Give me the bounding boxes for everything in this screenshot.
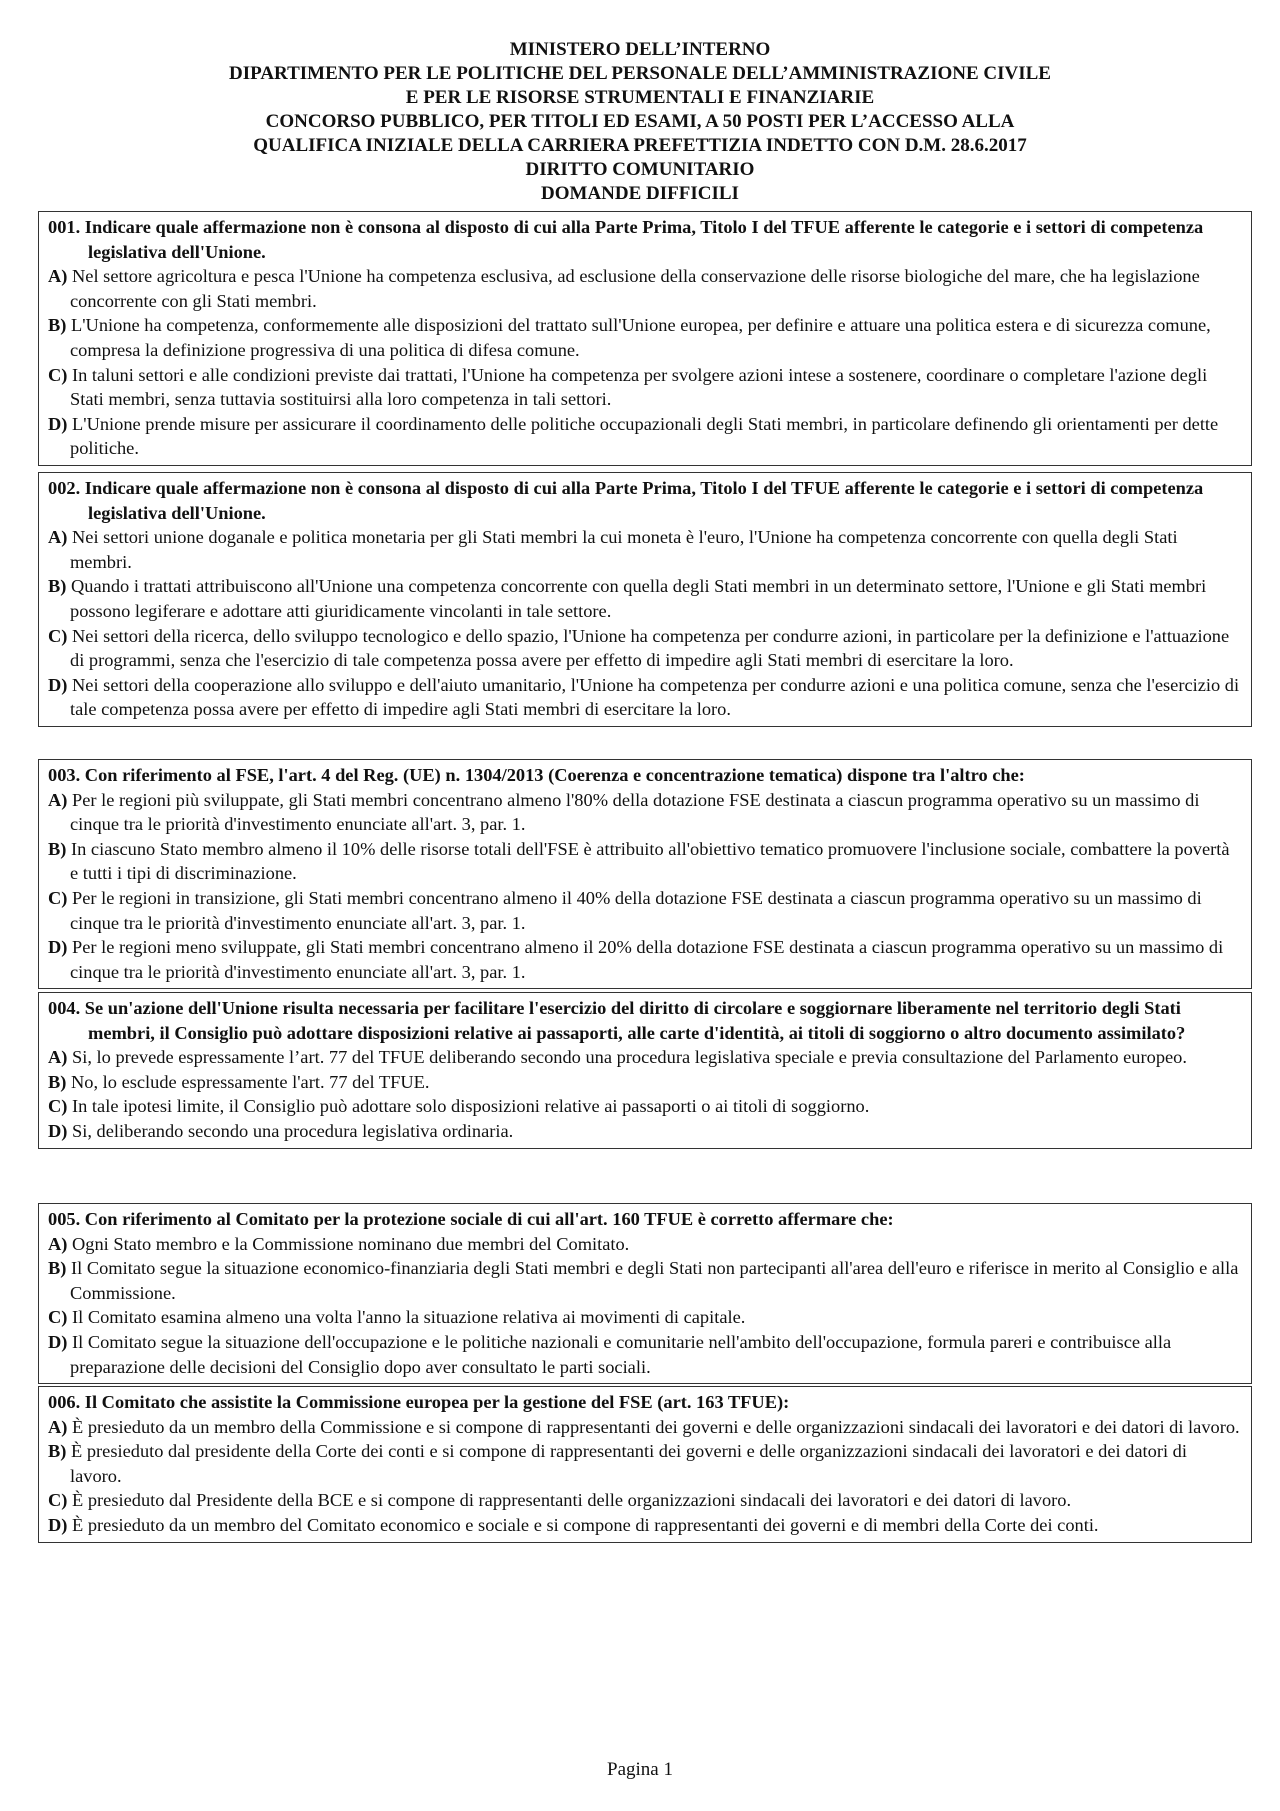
answer-option: [48, 1513, 1242, 1538]
option-letter: C): [48, 364, 68, 385]
option-letter: B): [48, 1441, 67, 1462]
option-text: È presieduto dal Presidente della BCE e si compone di rappresentanti delle organizzazioni sindacali dei lavoratori e dei datori di lavoro.: [72, 1490, 1072, 1511]
answer-option: [48, 363, 1242, 412]
option-text: No, lo esclude espressamente l'art. 77 del TFUE.: [71, 1071, 430, 1092]
option-text: Si, lo prevede espressamente l’art. 77 del TFUE deliberando secondo una procedura legislativa speciale e previa consultazione del Parlamento europeo.: [72, 1047, 1187, 1068]
option-letter: A): [48, 1416, 68, 1437]
question-stem: Con riferimento al FSE, l'art. 4 del Reg. (UE) n. 1304/2013 (Coerenza e concentrazione tematica) dispone tra l'altro che:: [84, 765, 1025, 785]
question-stem: Indicare quale affermazione non è consona al disposto di cui alla Parte Prima, Titolo I del TFUE afferente le categorie e i settori di competenza legislativa dell'Unione.: [84, 217, 1204, 262]
answer-option: [48, 1415, 1242, 1440]
option-text: Ogni Stato membro e la Commissione nominano due membri del Comitato.: [72, 1233, 630, 1254]
option-text: Si, deliberando secondo una procedura legislativa ordinaria.: [72, 1120, 514, 1141]
answer-option: [48, 525, 1242, 574]
option-text: Per le regioni più sviluppate, gli Stati membri concentrano almeno l'80% della dotazione FSE destinata a ciascun programma operativo su un massimo di cinque tra le priorità d'investimento enunciate all'art. 3, par. 1.: [70, 789, 1200, 835]
header-competition-cont: QUALIFICA INIZIALE DELLA CARRIERA PREFETTIZIA INDETTO CON D.M. 28.6.2017: [253, 135, 1027, 156]
answer-option: [48, 1232, 1242, 1257]
option-text: L'Unione prende misure per assicurare il coordinamento delle politiche occupazionali degli Stati membri, in particolare definendo gli orientamenti per dette politiche.: [70, 413, 1219, 459]
answer-option: [48, 673, 1242, 722]
question-number: 006.: [48, 1392, 81, 1412]
answer-option: [48, 574, 1242, 623]
option-letter: B): [48, 576, 67, 597]
option-letter: B): [48, 315, 67, 336]
answer-option: [48, 412, 1242, 461]
question-number: 002.: [48, 478, 81, 498]
answer-option: [48, 935, 1242, 984]
answer-option: [48, 1330, 1242, 1379]
option-text: Il Comitato esamina almeno una volta l'anno la situazione relativa ai movimenti di capitale.: [72, 1307, 746, 1328]
option-text: Il Comitato segue la situazione economico-finanziaria degli Stati membri e degli Stati non partecipanti all'area dell'euro e riferisce in merito al Consiglio e alla Commissione.: [70, 1258, 1239, 1303]
document-header: [0, 38, 1280, 206]
question-number: 001.: [48, 217, 81, 237]
answer-option: [48, 1488, 1242, 1513]
option-text: L'Unione ha competenza, conformemente alle disposizioni del trattato sull'Unione europea, per definire e attuare una politica estera e di sicurezza comune, compresa la definizione progressiva di una politica di difesa comune.: [70, 315, 1211, 360]
header-department-cont: E PER LE RISORSE STRUMENTALI E FINANZIARIE: [405, 87, 875, 108]
option-letter: D): [48, 1331, 68, 1352]
option-letter: D): [48, 674, 68, 695]
question-text: [48, 763, 1242, 788]
option-text: È presieduto da un membro della Commissione e si compone di rappresentanti dei governi e delle organizzazioni sindacali dei lavoratori e dei datori di lavoro.: [72, 1416, 1240, 1437]
question-stem: Con riferimento al Comitato per la protezione sociale di cui all'art. 160 TFUE è corretto affermare che:: [84, 1209, 894, 1229]
header-difficulty: DOMANDE DIFFICILI: [541, 183, 739, 204]
header-ministry: MINISTERO DELL’INTERNO: [509, 39, 771, 60]
answer-option: [48, 1305, 1242, 1330]
question-block: [38, 1203, 1252, 1384]
answer-option: [48, 1439, 1242, 1488]
option-text: È presieduto dal presidente della Corte dei conti e si compone di rappresentanti dei governi e delle organizzazioni sindacali dei lavoratori e dei datori di lavoro.: [70, 1441, 1187, 1486]
question-number: 005.: [48, 1209, 81, 1229]
option-letter: A): [48, 1047, 68, 1068]
answer-option: [48, 837, 1242, 886]
question-block: [38, 211, 1252, 466]
option-text: Nel settore agricoltura e pesca l'Unione ha competenza esclusiva, ad esclusione della conservazione delle risorse biologiche del mare, che ha legislazione concorrente con gli Stati membri.: [70, 266, 1200, 311]
question-text: [48, 1390, 1242, 1415]
question-stem: Se un'azione dell'Unione risulta necessaria per facilitare l'esercizio del diritto di circolare e soggiornare liberamente nel territorio degli Stati membri, il Consiglio può adottare disposizioni relative ai passaporti, alle carte d'identità, ai titoli di soggiorno o altro documento assimilato?: [84, 998, 1186, 1043]
question-block: [38, 1386, 1252, 1543]
option-letter: B): [48, 1258, 67, 1279]
option-letter: A): [48, 1233, 68, 1254]
option-text: In ciascuno Stato membro almeno il 10% delle risorse totali dell'FSE è attribuito all'obiettivo tematico promuovere l'inclusione sociale, combattere la povertà e tutti i tipi di discriminazione.: [70, 838, 1230, 884]
option-text: Il Comitato segue la situazione dell'occupazione e le politiche nazionali e comunitarie nell'ambito dell'occupazione, formula pareri e contribuisce alla preparazione delle decisioni del Consiglio dopo aver consultato le parti sociali.: [70, 1331, 1172, 1377]
question-text: [48, 996, 1242, 1045]
answer-option: [48, 313, 1242, 362]
option-text: Per le regioni in transizione, gli Stati membri concentrano almeno il 40% della dotazione FSE destinata a ciascun programma operativo su un massimo di cinque tra le priorità d'investimento enunciate all'art. 3, par. 1.: [70, 887, 1202, 933]
header-competition: CONCORSO PUBBLICO, PER TITOLI ED ESAMI, A 50 POSTI PER L’ACCESSO ALLA: [265, 111, 1015, 132]
question-text: [48, 215, 1242, 264]
answer-option: [48, 1119, 1242, 1144]
answer-option: [48, 1094, 1242, 1119]
question-stem: Il Comitato che assistite la Commissione europea per la gestione del FSE (art. 163 TFUE):: [84, 1392, 790, 1412]
question-block: [38, 759, 1252, 989]
answer-option: [48, 886, 1242, 935]
question-text: [48, 1207, 1242, 1232]
option-text: Nei settori unione doganale e politica monetaria per gli Stati membri la cui moneta è l'euro, l'Unione ha competenza concorrente con quella degli Stati membri.: [70, 527, 1178, 572]
question-block: [38, 992, 1252, 1149]
option-letter: A): [48, 527, 68, 548]
answer-option: [48, 624, 1242, 673]
answer-option: [48, 1256, 1242, 1305]
answer-option: [48, 1070, 1242, 1095]
option-text: È presieduto da un membro del Comitato economico e sociale e si compone di rappresentanti dei governi e di membri della Corte dei conti.: [72, 1514, 1099, 1535]
page-number: Pagina 1: [607, 1759, 673, 1780]
option-letter: C): [48, 1096, 68, 1117]
question-block: [38, 472, 1252, 727]
option-text: Quando i trattati attribuiscono all'Unione una competenza concorrente con quella degli Stati membri in un determinato settore, l'Unione e gli Stati membri possono legiferare e adottare atti giuridicamente vincolanti in tale settore.: [70, 576, 1207, 621]
option-letter: C): [48, 1307, 68, 1328]
option-text: In tale ipotesi limite, il Consiglio può adottare solo disposizioni relative ai passaporti o ai titoli di soggiorno.: [72, 1096, 870, 1117]
header-subject: DIRITTO COMUNITARIO: [525, 159, 755, 180]
option-letter: D): [48, 937, 68, 958]
question-number: 003.: [48, 765, 81, 785]
question-text: [48, 476, 1242, 525]
option-letter: C): [48, 887, 68, 908]
answer-option: [48, 264, 1242, 313]
option-letter: A): [48, 266, 68, 287]
option-letter: D): [48, 1514, 68, 1535]
option-letter: A): [48, 789, 68, 810]
answer-option: [48, 788, 1242, 837]
option-text: In taluni settori e alle condizioni previste dai trattati, l'Unione ha competenza per svolgere azioni intese a sostenere, coordinare o completare l'azione degli Stati membri, senza tuttavia sostituirsi alla loro competenza in tali settori.: [70, 364, 1208, 410]
option-letter: D): [48, 1120, 68, 1141]
option-letter: B): [48, 1071, 67, 1092]
option-text: Nei settori della ricerca, dello sviluppo tecnologico e dello spazio, l'Unione ha competenza per condurre azioni, in particolare per la definizione e l'attuazione di programmi, senza che l'esercizio di tale competenza possa avere per effetto di impedire agli Stati membri di esercitare la loro.: [70, 625, 1230, 671]
question-number: 004.: [48, 998, 81, 1018]
option-text: Nei settori della cooperazione allo sviluppo e dell'aiuto umanitario, l'Unione ha competenza per condurre azioni e una politica comune, senza che l'esercizio di tale competenza possa avere per effetto di impedire agli Stati membri di esercitare la loro.: [70, 674, 1240, 720]
option-text: Per le regioni meno sviluppate, gli Stati membri concentrano almeno il 20% della dotazione FSE destinata a ciascun programma operativo su un massimo di cinque tra le priorità d'investimento enunciate all'art. 3, par. 1.: [70, 937, 1224, 982]
option-letter: B): [48, 838, 67, 859]
option-letter: C): [48, 1490, 68, 1511]
header-department: DIPARTIMENTO PER LE POLITICHE DEL PERSONALE DELL’AMMINISTRAZIONE CIVILE: [229, 63, 1051, 84]
question-stem: Indicare quale affermazione non è consona al disposto di cui alla Parte Prima, Titolo I del TFUE afferente le categorie e i settori di competenza legislativa dell'Unione.: [84, 478, 1204, 523]
answer-option: [48, 1045, 1242, 1070]
option-letter: C): [48, 625, 68, 646]
option-letter: D): [48, 413, 68, 434]
